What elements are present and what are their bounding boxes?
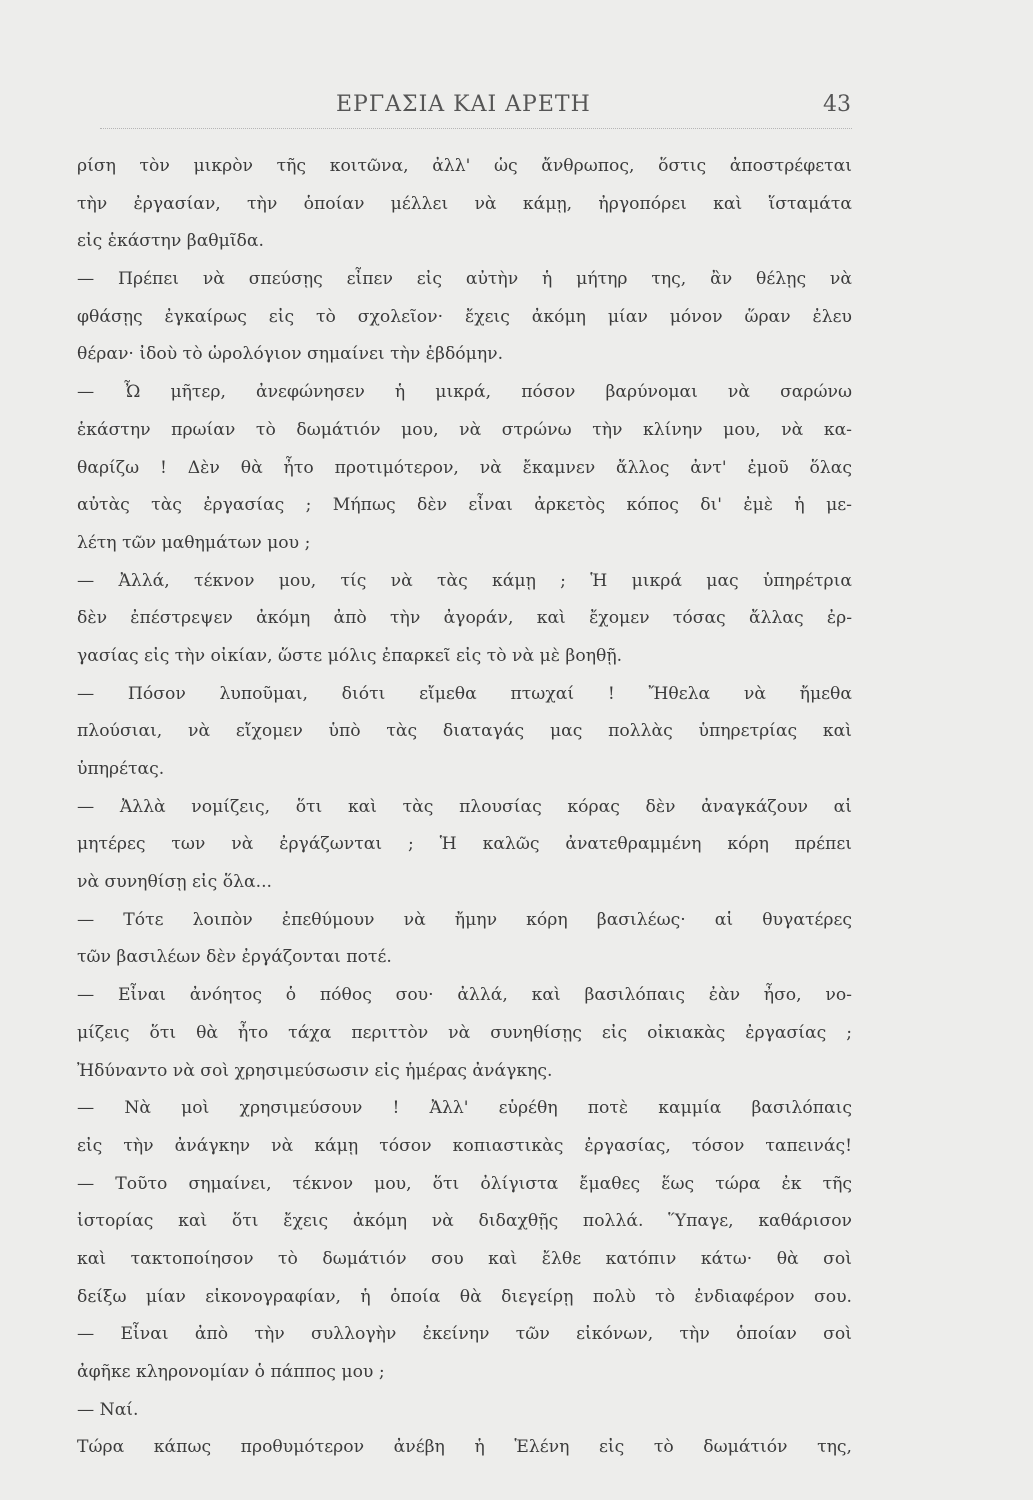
text-line: θέραν· ἰδοὺ τὸ ὡρολόγιον σημαίνει τὴν ἑβδόμην. [77,344,504,365]
text-line: καὶ τακτοποίησον τὸ δωμάτιόν σου καὶ ἔλθε κατόπιν κάτω· θὰ σοὶ [77,1248,852,1269]
text-line: τὴν ἐργασίαν, τὴν ὁποίαν μέλλει νὰ κάμῃ, ἠργοπόρει καὶ ἵσταμάτα [77,193,852,214]
text-line: — Ὦ μῆτερ, ἀνεφώνησεν ἡ μικρά, πόσον βαρύνομαι νὰ σαρώνω [77,382,852,403]
text-line: γασίας εἰς τὴν οἰκίαν, ὥστε μόλις ἐπαρκεῖ εἰς τὸ νὰ μὲ βοηθῇ. [77,645,623,666]
text-line: ἀφῆκε κληρονομίαν ὁ πάππος μου ; [77,1362,385,1382]
text-line: δείξω μίαν εἰκονογραφίαν, ἡ ὁποία θὰ διεγείρῃ πολὺ τὸ ἐνδιαφέρον σου. [77,1286,852,1307]
running-head [0,92,1033,122]
text-line: εἰς ἑκάστην βαθμῖδα. [77,231,264,252]
text-line: φθάσῃς ἐγκαίρως εἰς τὸ σχολεῖον· ἔχεις ἀκόμη μίαν μόνον ὥραν ἐλευ [77,306,852,327]
body-text [77,148,852,1467]
text-line: — Εἶναι ἀπὸ τὴν συλλογὴν ἐκείνην τῶν εἰκόνων, τὴν ὁποίαν σοὶ [77,1324,852,1345]
text-line: — Πόσον λυποῦμαι, διότι εἴμεθα πτωχαί ! Ἤθελα νὰ ἤμεθα [77,683,852,704]
page-number: 43 [823,92,851,117]
text-line: ἱστορίας καὶ ὅτι ἔχεις ἀκόμη νὰ διδαχθῇς πολλά. Ὕπαγε, καθάρισον [77,1211,852,1232]
text-line: μητέρες των νὰ ἐργάζωνται ; Ἡ καλῶς ἀνατεθραμμένη κόρη πρέπει [77,834,852,855]
text-line: δὲν ἐπέστρεψεν ἀκόμη ἀπὸ τὴν ἀγοράν, καὶ ἔχομεν τόσας ἄλλας ἐρ- [77,608,852,629]
text-line: Ἠδύναντο νὰ σοὶ χρησιμεύσωσιν εἰς ἡμέρας ἀνάγκης. [77,1060,553,1081]
text-line: πλούσιαι, νὰ εἴχομεν ὑπὸ τὰς διαταγάς μας πολλὰς ὑπηρετρίας καὶ [77,721,852,742]
text-line: — Ἀλλά, τέκνον μου, τίς νὰ τὰς κάμῃ ; Ἡ μικρά μας ὑπηρέτρια [77,570,852,591]
text-line: εἰς τὴν ἀνάγκην νὰ κάμῃ τόσον κοπιαστικὰς ἐργασίας, τόσον ταπεινάς! [77,1135,852,1156]
text-line: λέτη τῶν μαθημάτων μου ; [77,532,311,553]
text-line: — Ἀλλὰ νομίζεις, ὅτι καὶ τὰς πλουσίας κόρας δὲν ἀναγκάζουν αἱ [77,796,852,817]
text-line: — Πρέπει νὰ σπεύσῃς εἶπεν εἰς αὐτὴν ἡ μήτηρ της, ἂν θέλῃς νὰ [77,269,852,290]
text-line: ἑκάστην πρωίαν τὸ δωμάτιόν μου, νὰ στρώνω τὴν κλίνην μου, νὰ κα- [77,419,852,440]
text-line: — Τότε λοιπὸν ἐπεθύμουν νὰ ἤμην κόρη βασιλέως· αἱ θυγατέρες [77,909,852,930]
text-line: Τώρα κάπως προθυμότερον ἀνέβη ἡ Ἑλένη εἰς τὸ δωμάτιόν της, [77,1437,852,1458]
text-line: τῶν βασιλέων δὲν ἐργάζονται ποτέ. [77,947,392,968]
text-line: αὐτὰς τὰς ἐργασίας ; Μήπως δὲν εἶναι ἀρκετὸς κόπος δι' ἐμὲ ἡ με- [77,495,852,516]
text-line: — Νὰ μοὶ χρησιμεύσουν ! Ἀλλ' εὑρέθη ποτὲ καμμία βασιλόπαις [77,1098,852,1119]
text-line: θαρίζω ! Δὲν θὰ ἦτο προτιμότερον, νὰ ἔκαμνεν ἄλλος ἀντ' ἐμοῦ ὅλας [77,457,852,478]
text-line: ρίση τὸν μικρὸν τῆς κοιτῶνα, ἀλλ' ὡς ἄνθρωπος, ὅστις ἀποστρέφεται [77,156,852,176]
text-line: νὰ συνηθίσῃ εἰς ὅλα... [77,872,272,893]
text-line: — Εἶναι ἀνόητος ὁ πόθος σου· ἀλλά, καὶ βασιλόπαις ἐὰν ἦσο, νο- [77,985,852,1006]
text-line: — Ναί. [77,1399,139,1420]
header-rule [100,128,852,129]
text-line: μίζεις ὅτι θὰ ἦτο τάχα περιττὸν νὰ συνηθίσῃς εἰς οἰκιακὰς ἐργασίας ; [77,1022,852,1043]
text-line: ὑπηρέτας. [77,759,165,779]
text-line: — Τοῦτο σημαίνει, τέκνον μου, ὅτι ὀλίγιστα ἔμαθες ἕως τώρα ἐκ τῆς [77,1173,852,1194]
running-title: ΕΡΓΑΣΙΑ ΚΑΙ ΑΡΕΤΗ [336,92,591,117]
